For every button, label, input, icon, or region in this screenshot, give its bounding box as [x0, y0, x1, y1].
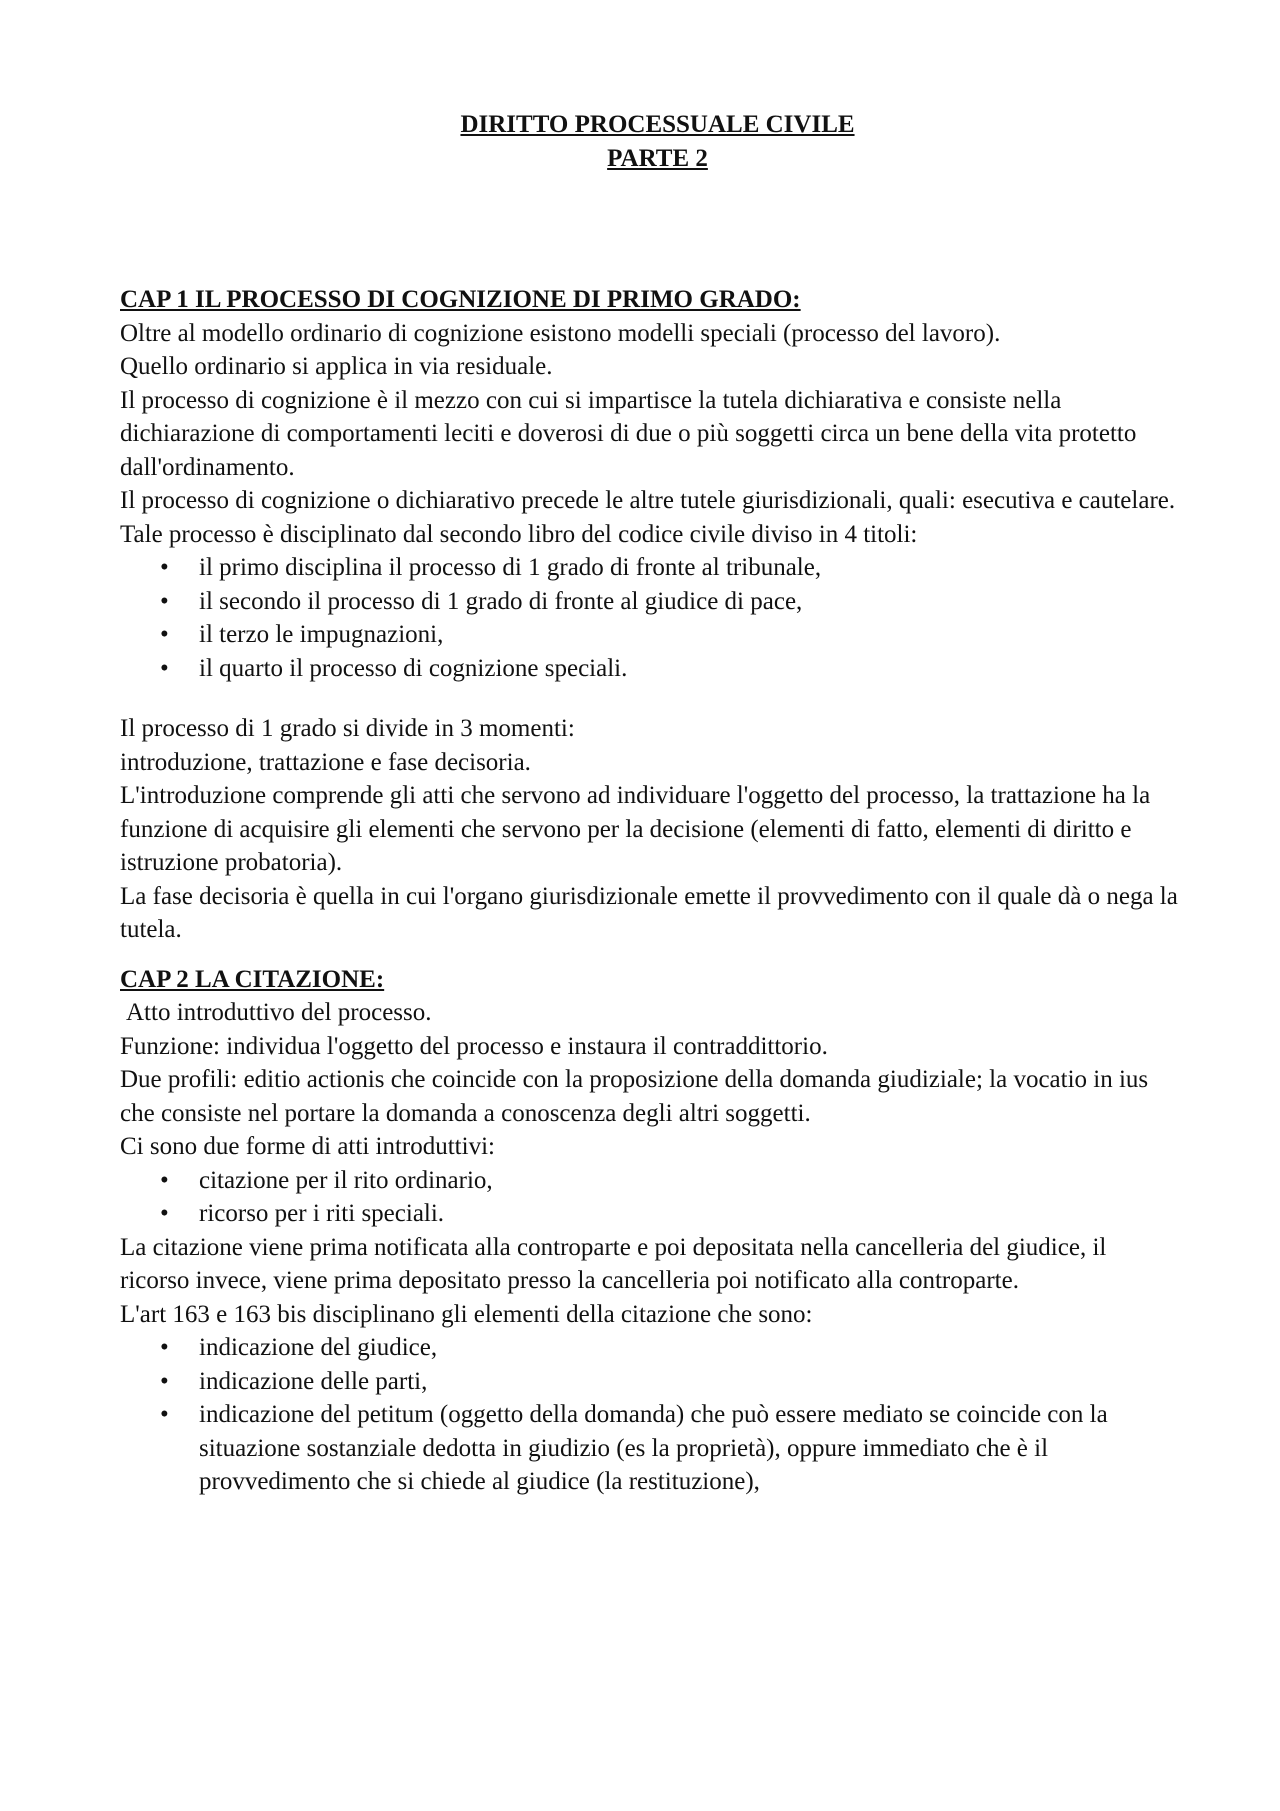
document-title	[135, 108, 1180, 175]
cap1-paragraph: Quello ordinario si applica in via residuale.	[120, 353, 553, 380]
cap1-paragraph: Il processo di cognizione o dichiarativo precede le altre tutele giurisdizionali, quali: esecutiva e cautelare.	[120, 487, 1176, 514]
title-line-2: PARTE 2	[607, 144, 708, 172]
cap1-paragraph: Oltre al modello ordinario di cognizione esistono modelli speciali (processo del lavoro).	[120, 319, 1001, 347]
list-item: • ricorso per i riti speciali.	[120, 1197, 1180, 1231]
list-item: • il secondo il processo di 1 grado di fronte al giudice di pace,	[120, 585, 1180, 619]
list-item: • il terzo le impugnazioni,	[120, 618, 1180, 652]
cap2-paragraph: Funzione: individua l'oggetto del processo e instaura il contraddittorio.	[120, 1032, 828, 1060]
cap2-paragraph: L'art 163 e 163 bis disciplinano gli elementi della citazione che sono:	[120, 1300, 813, 1328]
list-item: • citazione per il rito ordinario,	[120, 1164, 1180, 1198]
title-line-1: DIRITTO PROCESSUALE CIVILE	[460, 111, 855, 138]
cap2-paragraph: Due profili: editio actionis che coincide con la proposizione della domanda giudiziale; la vocatio in ius che consiste nel portare la domanda a conoscenza degli altri soggetti.	[120, 1066, 1149, 1127]
cap1-paragraph: L'introduzione comprende gli atti che servono ad individuare l'oggetto del processo, la trattazione ha la funzione di acquisire gli elementi che servono per la decisione (elementi di fatto, elementi di diritto e istruzione probatoria).	[120, 782, 1151, 876]
cap2-paragraph: La citazione viene prima notificata alla controparte e poi depositata nella cancelleria del giudice, il ricorso invece, viene prima depositato presso la cancelleria poi notificato alla controparte.	[120, 1233, 1107, 1294]
cap1-titoli-list	[120, 551, 1180, 685]
list-item: • il primo disciplina il processo di 1 grado di fronte al tribunale,	[120, 551, 1180, 585]
list-item: • il quarto il processo di cognizione speciali.	[120, 652, 1180, 686]
document-page	[120, 108, 1180, 1499]
list-item: • indicazione del giudice,	[120, 1331, 1180, 1365]
cap1-paragraph: La fase decisoria è quella in cui l'organo giurisdizionale emette il provvedimento con il quale dà o nega la tutela.	[120, 882, 1178, 943]
list-item: • indicazione del petitum (oggetto della domanda) che può essere mediato se coincide con la situazione sostanziale dedotta in giudizio (es la proprietà), oppure immediato che è il provvedimento che si chiede al giudice (la restituzione),	[120, 1398, 1180, 1499]
cap1-heading: CAP 1 IL PROCESSO DI COGNIZIONE DI PRIMO GRADO:	[120, 286, 801, 313]
cap2-heading: CAP 2 LA CITAZIONE:	[120, 965, 385, 993]
cap2-paragraph: Ci sono due forme di atti introduttivi:	[120, 1133, 495, 1160]
cap1-paragraph: Tale processo è disciplinato dal secondo libro del codice civile diviso in 4 titoli:	[120, 520, 918, 548]
cap2-elementi-list	[120, 1331, 1180, 1499]
cap1-paragraph: introduzione, trattazione e fase decisoria.	[120, 748, 531, 776]
cap1-paragraph: Il processo di cognizione è il mezzo con cui si impartisce la tutela dichiarativa e consiste nella dichiarazione di comportamenti leciti e doverosi di due o più soggetti circa un bene della vita protetto dall'ordinamento.	[120, 386, 1137, 481]
list-item: • indicazione delle parti,	[120, 1365, 1180, 1399]
cap2-paragraph: Atto introduttivo del processo.	[126, 999, 432, 1026]
cap2-atti-list	[120, 1164, 1180, 1231]
cap1-paragraph: Il processo di 1 grado si divide in 3 momenti:	[120, 715, 575, 742]
